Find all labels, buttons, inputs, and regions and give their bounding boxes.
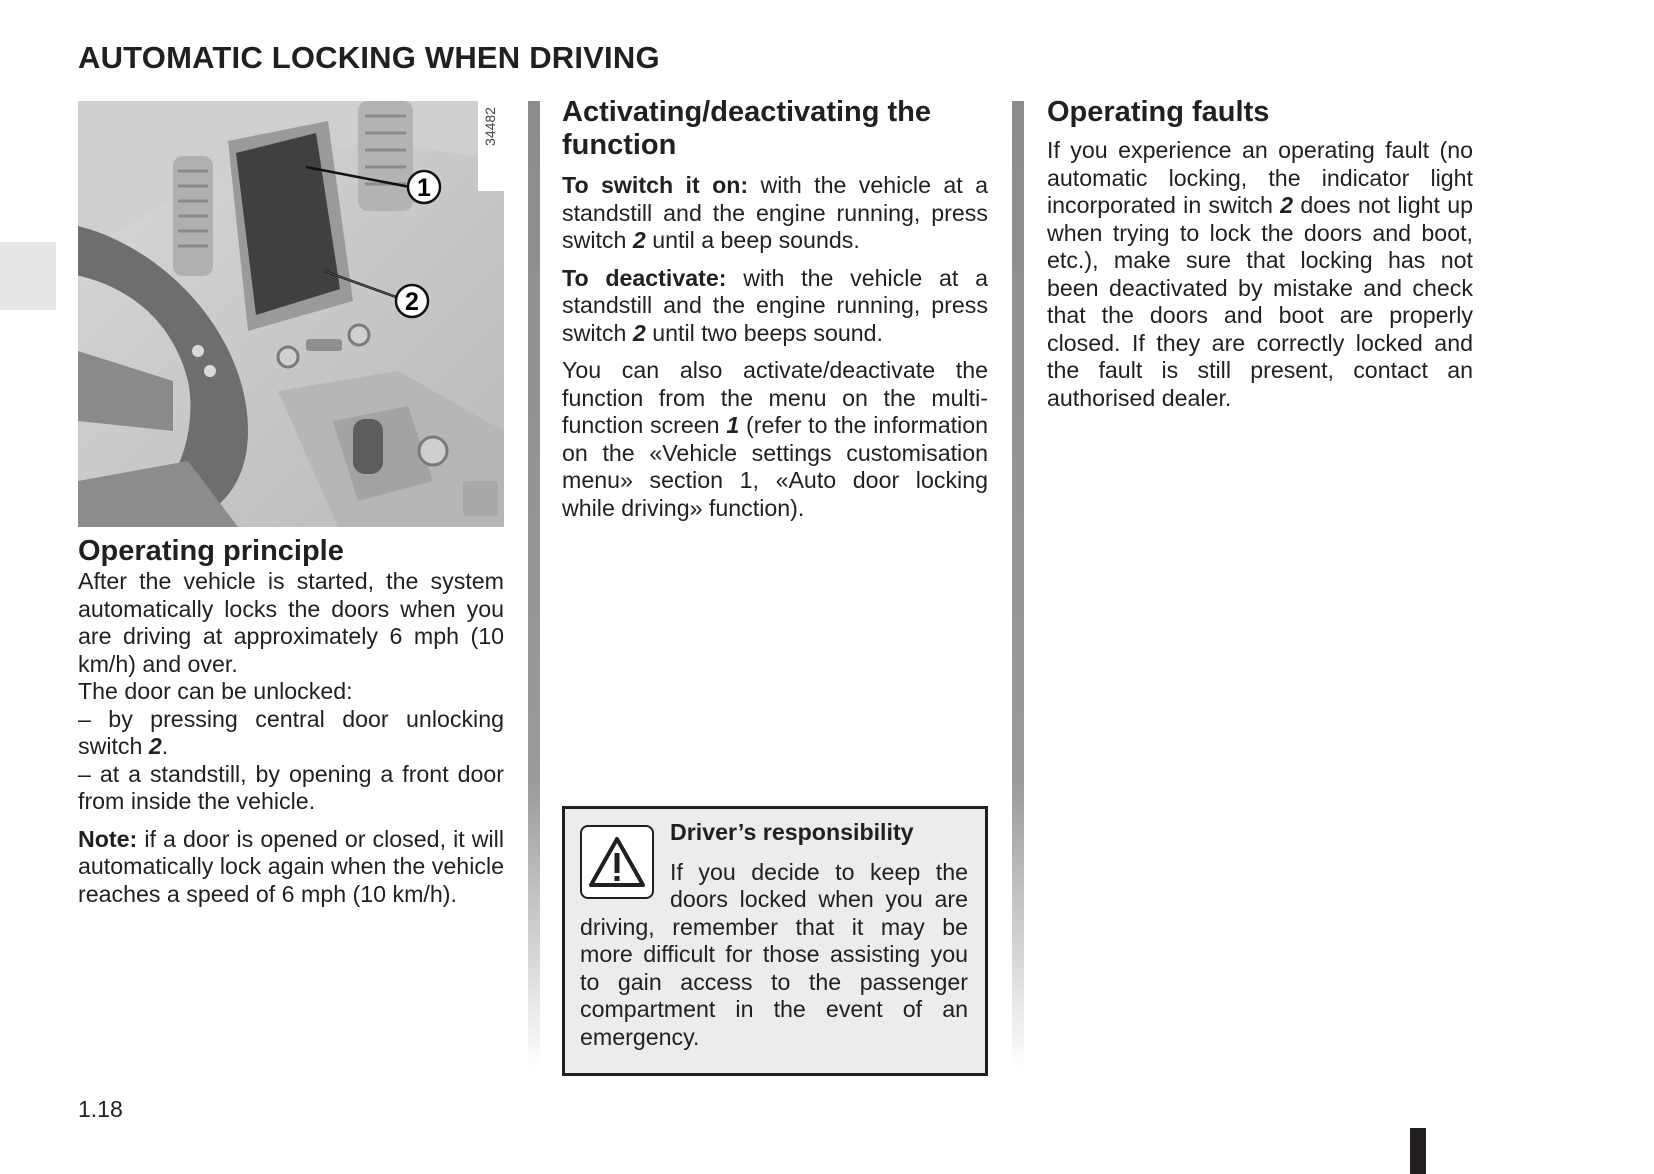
page-edge-marker	[1410, 1128, 1426, 1174]
warning-box	[562, 806, 988, 1076]
operating-principle-heading: Operating principle	[78, 535, 344, 567]
callout-2-label: 2	[405, 288, 419, 316]
warning-triangle-icon	[580, 825, 654, 899]
figure-code: 34482	[482, 107, 498, 146]
chapter-tab	[0, 242, 56, 310]
deactivate-paragraph: To deactivate: with the vehicle at a standstill and the engine running, press switch 2 until two beeps sound.	[562, 264, 988, 346]
unlock-switch	[306, 339, 342, 351]
note-paragraph: Note: if a door is opened or closed, it will automatically lock again when the vehicle reaches a speed of 6 mph (10 km/h).	[78, 825, 504, 907]
switch-ref: 2	[148, 733, 162, 759]
unlock-option-switch: – by pressing central door unlocking switch 2.	[78, 705, 504, 759]
note-label: Note:	[78, 825, 138, 852]
column-right	[1047, 96, 1473, 412]
dashboard-illustration	[78, 101, 504, 527]
warning-title: Driver’s responsibility	[670, 819, 914, 845]
unlock-option-door: – at a standstill, by opening a front door from inside the vehicle.	[78, 760, 504, 814]
switch-on-paragraph: To switch it on: with the vehicle at a standstill and the engine running, press switch 2 until a beep sounds.	[562, 172, 988, 253]
activating-heading: Activating/deactivating the function	[562, 96, 932, 161]
page-number: 1.18	[78, 1096, 123, 1122]
callout-1-label: 1	[417, 174, 431, 202]
switch-on-label: To switch it on:	[562, 172, 749, 198]
gear-lever	[353, 419, 383, 474]
operating-faults-text: If you experience an operating fault (no automatic locking, the indicator light incorporated in switch 2 does not light up when trying to lock the doors and boot, etc.), make sure that locking has not been deactivated by mistake and check that the doors and boot are properly closed. If they are correctly locked and the fault is still present, contact an authorised dealer.	[1047, 137, 1473, 411]
column-left	[78, 101, 504, 908]
operating-faults-heading: Operating faults	[1047, 96, 1270, 128]
warning-text: If you decide to keep the doors locked when you are driving, remember that it may be more difficult for those assisting you to gain access to the passenger compartment in the event of an emergency.	[580, 858, 968, 1050]
page-title: AUTOMATIC LOCKING WHEN DRIVING	[78, 40, 660, 75]
menu-paragraph: You can also activate/deactivate the function from the menu on the multi-function screen 1 (refer to the information on the «Vehicle settings customisation menu» section 1, «Auto door locking while driving» function).	[562, 357, 988, 521]
dashboard-figure	[78, 101, 504, 527]
column-middle	[562, 96, 988, 522]
deactivate-label: To deactivate:	[562, 264, 727, 291]
column-divider-2	[1012, 101, 1024, 1071]
column-divider-1	[528, 101, 540, 1071]
operating-principle-text: After the vehicle is started, the system automatically locks the doors when you are driving at approximately 6 mph (10 km/h) and over.	[78, 568, 504, 677]
unlock-intro: The door can be unlocked:	[78, 678, 353, 704]
